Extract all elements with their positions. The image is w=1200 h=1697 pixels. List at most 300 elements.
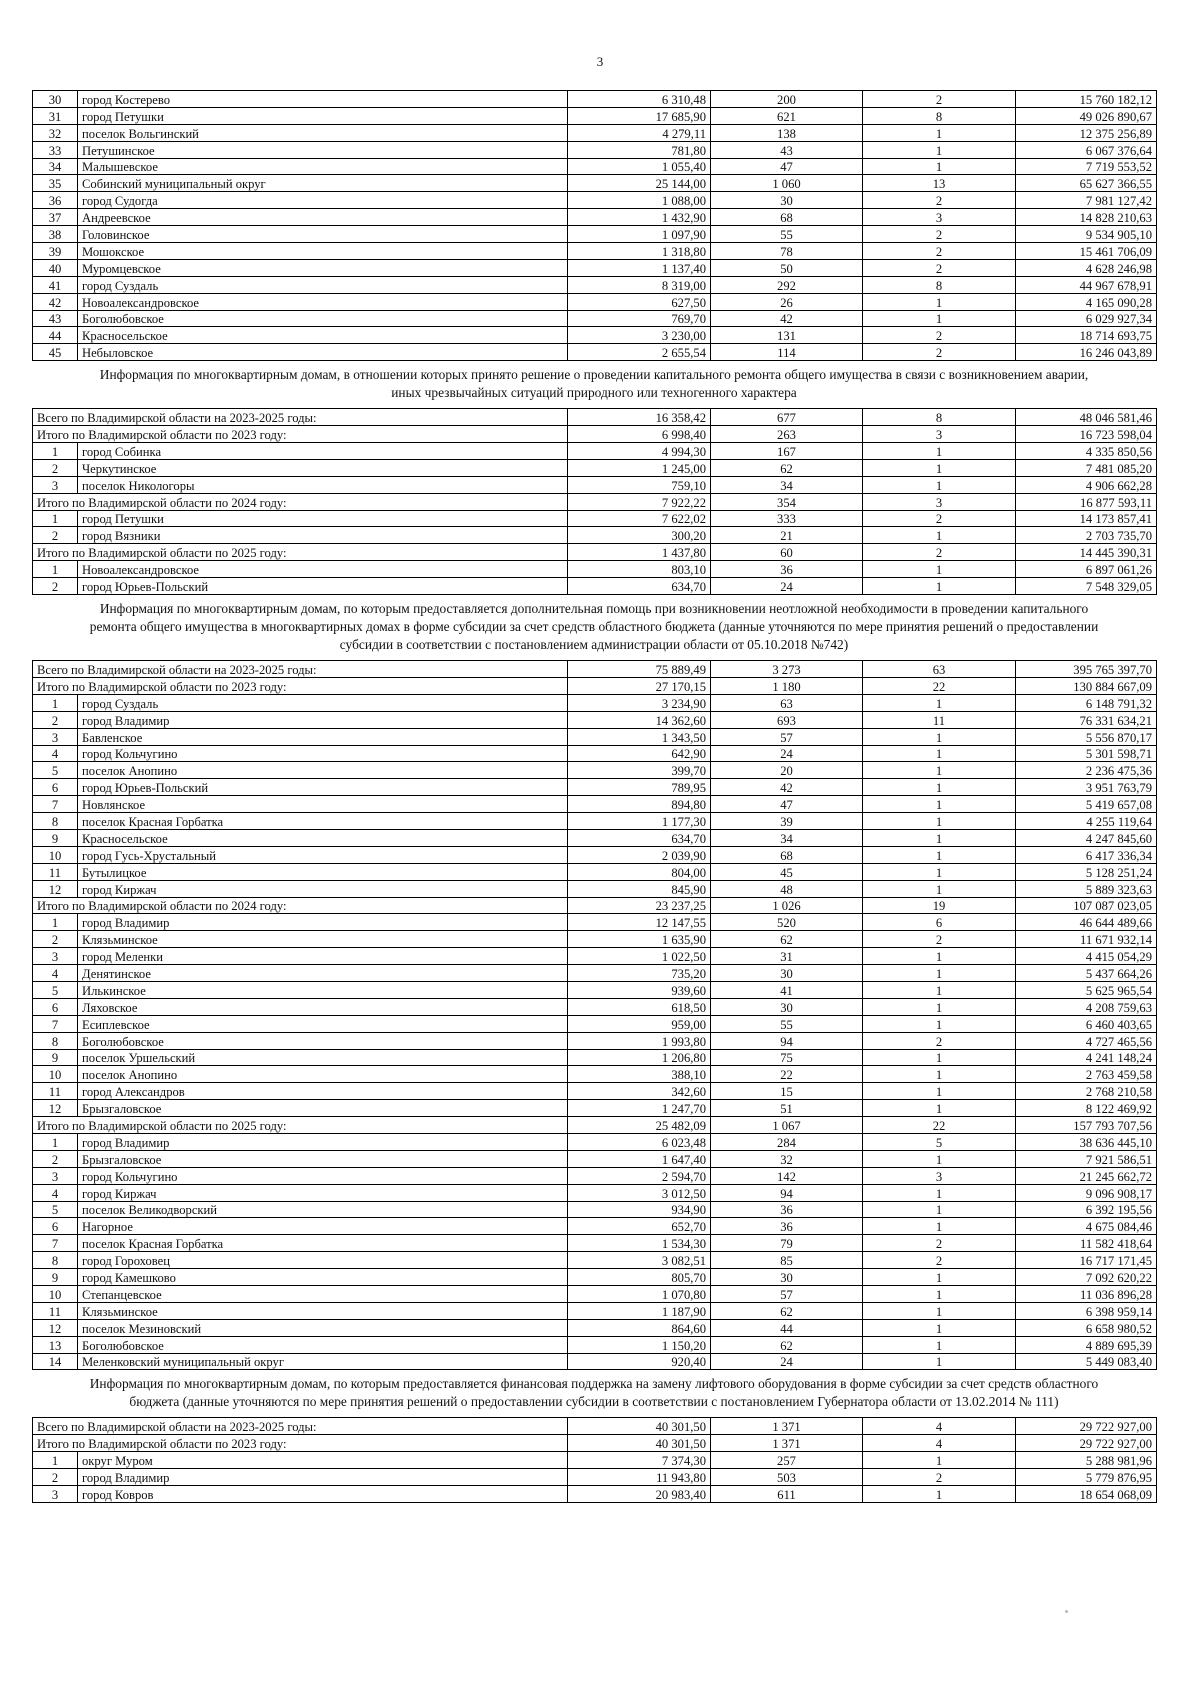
section-heading-line: ремонта общего имущества в многоквартирных домах в форме субсидии за счет средств областного бюджета (данные уточняются по мере принятия решений о предоставлении — [89, 619, 1099, 635]
table-row — [33, 209, 1157, 226]
residents-value: 32 — [711, 1150, 863, 1167]
residents-value: 47 — [711, 796, 863, 813]
houses-value: 1 — [863, 965, 1016, 982]
municipality-name: Клязьминское — [78, 1302, 568, 1319]
table-row — [33, 175, 1157, 192]
row-number: 2 — [33, 578, 78, 595]
municipality-name: город Юрьев-Польский — [78, 779, 568, 796]
table-row — [33, 561, 1157, 578]
section-heading — [32, 361, 1156, 408]
cost-value: 14 445 390,31 — [1016, 544, 1157, 561]
area-value: 1 647,40 — [568, 1150, 711, 1167]
row-number: 36 — [33, 192, 78, 209]
area-value: 1 055,40 — [568, 158, 711, 175]
row-number: 41 — [33, 276, 78, 293]
municipality-name: Собинский муниципальный округ — [78, 175, 568, 192]
houses-value: 2 — [863, 243, 1016, 260]
municipality-name: город Петушки — [78, 107, 568, 124]
houses-value: 1 — [863, 310, 1016, 327]
residents-value: 131 — [711, 327, 863, 344]
municipality-name: город Судогда — [78, 192, 568, 209]
table-row — [33, 694, 1157, 711]
houses-value: 1 — [863, 694, 1016, 711]
row-number: 3 — [33, 728, 78, 745]
houses-value: 2 — [863, 1235, 1016, 1252]
cost-value: 5 419 657,08 — [1016, 796, 1157, 813]
row-number: 8 — [33, 1252, 78, 1269]
municipality-name: город Кольчугино — [78, 1167, 568, 1184]
row-number: 9 — [33, 829, 78, 846]
area-value: 40 301,50 — [568, 1435, 711, 1452]
cost-value: 7 921 586,51 — [1016, 1150, 1157, 1167]
area-value: 803,10 — [568, 561, 711, 578]
cost-value: 4 628 246,98 — [1016, 259, 1157, 276]
area-value: 1 070,80 — [568, 1286, 711, 1303]
row-number: 37 — [33, 209, 78, 226]
cost-value: 3 951 763,79 — [1016, 779, 1157, 796]
municipality-name: округ Муром — [78, 1452, 568, 1469]
summary-label: Всего по Владимирской области на 2023-2025 годы: — [33, 409, 568, 426]
cost-value: 4 415 054,29 — [1016, 948, 1157, 965]
table-row — [33, 344, 1157, 361]
municipality-name: поселок Великодворский — [78, 1201, 568, 1218]
cost-value: 16 246 043,89 — [1016, 344, 1157, 361]
houses-value: 1 — [863, 1066, 1016, 1083]
area-value: 3 012,50 — [568, 1184, 711, 1201]
cost-value: 14 173 857,41 — [1016, 510, 1157, 527]
municipality-name: город Вязники — [78, 527, 568, 544]
row-number: 6 — [33, 998, 78, 1015]
table-row — [33, 192, 1157, 209]
residents-value: 1 371 — [711, 1418, 863, 1435]
table-row — [33, 476, 1157, 493]
cost-value: 4 335 850,56 — [1016, 443, 1157, 460]
residents-value: 30 — [711, 192, 863, 209]
houses-value: 1 — [863, 1286, 1016, 1303]
cost-value: 48 046 581,46 — [1016, 409, 1157, 426]
residents-value: 94 — [711, 1184, 863, 1201]
houses-value: 4 — [863, 1435, 1016, 1452]
residents-value: 42 — [711, 310, 863, 327]
residents-value: 55 — [711, 226, 863, 243]
residents-value: 22 — [711, 1066, 863, 1083]
houses-value: 2 — [863, 510, 1016, 527]
table-row — [33, 1319, 1157, 1336]
cost-value: 4 255 119,64 — [1016, 813, 1157, 830]
table-row — [33, 1286, 1157, 1303]
row-number: 9 — [33, 1269, 78, 1286]
houses-value: 1 — [863, 998, 1016, 1015]
cost-value: 38 636 445,10 — [1016, 1133, 1157, 1150]
table-row — [33, 276, 1157, 293]
table-row — [33, 141, 1157, 158]
section-heading-line: субсидии в соответствии с постановлением администрации области от 05.10.2018 №742) — [339, 637, 849, 653]
area-value: 618,50 — [568, 998, 711, 1015]
municipality-name: поселок Уршельский — [78, 1049, 568, 1066]
area-value: 652,70 — [568, 1218, 711, 1235]
row-number: 10 — [33, 846, 78, 863]
row-number: 11 — [33, 863, 78, 880]
residents-value: 24 — [711, 745, 863, 762]
section-heading-line: Информация по многоквартирным домам, по которым предоставляется дополнительная помощь при возникновении неотложной необходимости в проведении капитального — [99, 601, 1089, 617]
table-row — [33, 998, 1157, 1015]
houses-value: 4 — [863, 1418, 1016, 1435]
table-row — [33, 1269, 1157, 1286]
cost-value: 6 148 791,32 — [1016, 694, 1157, 711]
houses-value: 2 — [863, 91, 1016, 108]
row-number: 5 — [33, 1201, 78, 1218]
area-value: 805,70 — [568, 1269, 711, 1286]
row-number: 6 — [33, 779, 78, 796]
houses-value: 1 — [863, 527, 1016, 544]
cost-value: 7 719 553,52 — [1016, 158, 1157, 175]
row-number: 12 — [33, 1100, 78, 1117]
houses-value: 1 — [863, 293, 1016, 310]
residents-value: 75 — [711, 1049, 863, 1066]
row-number: 11 — [33, 1302, 78, 1319]
summary-row — [33, 544, 1157, 561]
houses-value: 22 — [863, 677, 1016, 694]
houses-value: 1 — [863, 443, 1016, 460]
houses-value: 6 — [863, 914, 1016, 931]
area-value: 300,20 — [568, 527, 711, 544]
summary-label: Всего по Владимирской области на 2023-2025 годы: — [33, 661, 568, 678]
area-value: 25 144,00 — [568, 175, 711, 192]
cost-value: 5 889 323,63 — [1016, 880, 1157, 897]
municipality-name: Меленковский муниципальный округ — [78, 1353, 568, 1370]
residents-value: 36 — [711, 1201, 863, 1218]
houses-value: 2 — [863, 544, 1016, 561]
section-heading-line: бюджета (данные уточняются по мере принятия решений о предоставлении субсидии в соответствии с постановлением Губернатора области от 13.02.2014 № 111) — [129, 1394, 1059, 1410]
residents-value: 62 — [711, 1336, 863, 1353]
cost-value: 157 793 707,56 — [1016, 1117, 1157, 1134]
cost-value: 5 437 664,26 — [1016, 965, 1157, 982]
residents-value: 200 — [711, 91, 863, 108]
data-table — [32, 660, 1157, 1370]
houses-value: 3 — [863, 209, 1016, 226]
houses-value: 3 — [863, 1167, 1016, 1184]
municipality-name: Новоалександровское — [78, 561, 568, 578]
residents-value: 94 — [711, 1032, 863, 1049]
row-number: 2 — [33, 1150, 78, 1167]
table-row — [33, 226, 1157, 243]
area-value: 7 622,02 — [568, 510, 711, 527]
cost-value: 4 241 148,24 — [1016, 1049, 1157, 1066]
cost-value: 16 717 171,45 — [1016, 1252, 1157, 1269]
area-value: 1 343,50 — [568, 728, 711, 745]
houses-value: 2 — [863, 931, 1016, 948]
cost-value: 5 128 251,24 — [1016, 863, 1157, 880]
cost-value: 49 026 890,67 — [1016, 107, 1157, 124]
municipality-name: поселок Красная Горбатка — [78, 1235, 568, 1252]
residents-value: 3 273 — [711, 661, 863, 678]
residents-value: 42 — [711, 779, 863, 796]
area-value: 40 301,50 — [568, 1418, 711, 1435]
row-number: 2 — [33, 1469, 78, 1486]
table-row — [33, 1486, 1157, 1503]
residents-value: 20 — [711, 762, 863, 779]
table-row — [33, 1133, 1157, 1150]
section-heading — [32, 595, 1156, 660]
area-value: 845,90 — [568, 880, 711, 897]
residents-value: 520 — [711, 914, 863, 931]
cost-value: 4 906 662,28 — [1016, 476, 1157, 493]
municipality-name: город Гороховец — [78, 1252, 568, 1269]
cost-value: 4 208 759,63 — [1016, 998, 1157, 1015]
residents-value: 167 — [711, 443, 863, 460]
area-value: 735,20 — [568, 965, 711, 982]
municipality-name: город Юрьев-Польский — [78, 578, 568, 595]
residents-value: 26 — [711, 293, 863, 310]
residents-value: 45 — [711, 863, 863, 880]
area-value: 1 993,80 — [568, 1032, 711, 1049]
houses-value: 2 — [863, 344, 1016, 361]
area-value: 642,90 — [568, 745, 711, 762]
houses-value: 1 — [863, 779, 1016, 796]
residents-value: 62 — [711, 1302, 863, 1319]
residents-value: 611 — [711, 1486, 863, 1503]
cost-value: 7 548 329,05 — [1016, 578, 1157, 595]
table-row — [33, 779, 1157, 796]
residents-value: 39 — [711, 813, 863, 830]
residents-value: 79 — [711, 1235, 863, 1252]
houses-value: 2 — [863, 259, 1016, 276]
area-value: 1 318,80 — [568, 243, 711, 260]
residents-value: 30 — [711, 998, 863, 1015]
municipality-name: Бутылицкое — [78, 863, 568, 880]
area-value: 1 534,30 — [568, 1235, 711, 1252]
table-row — [33, 1218, 1157, 1235]
municipality-name: поселок Анопино — [78, 762, 568, 779]
residents-value: 114 — [711, 344, 863, 361]
table-row — [33, 1336, 1157, 1353]
row-number: 43 — [33, 310, 78, 327]
section-heading-line: Информация по многоквартирным домам, по которым предоставляется финансовая поддержка на замену лифтового оборудования в форме субсидии за счет средств областного — [89, 1376, 1099, 1392]
area-value: 1 247,70 — [568, 1100, 711, 1117]
residents-value: 68 — [711, 209, 863, 226]
residents-value: 21 — [711, 527, 863, 544]
municipality-name: Малышевское — [78, 158, 568, 175]
page-number: 3 — [596, 54, 604, 69]
residents-value: 24 — [711, 578, 863, 595]
table-row — [33, 327, 1157, 344]
summary-label: Итого по Владимирской области по 2023 году: — [33, 677, 568, 694]
houses-value: 1 — [863, 796, 1016, 813]
row-number: 12 — [33, 1319, 78, 1336]
area-value: 27 170,15 — [568, 677, 711, 694]
cost-value: 395 765 397,70 — [1016, 661, 1157, 678]
area-value: 2 594,70 — [568, 1167, 711, 1184]
cost-value: 44 967 678,91 — [1016, 276, 1157, 293]
table-row — [33, 981, 1157, 998]
row-number: 39 — [33, 243, 78, 260]
area-value: 1 137,40 — [568, 259, 711, 276]
residents-value: 354 — [711, 493, 863, 510]
cost-value: 6 067 376,64 — [1016, 141, 1157, 158]
residents-value: 57 — [711, 1286, 863, 1303]
municipality-name: город Гусь-Хрустальный — [78, 846, 568, 863]
residents-value: 62 — [711, 459, 863, 476]
municipality-name: Нагорное — [78, 1218, 568, 1235]
summary-row — [33, 493, 1157, 510]
area-value: 14 362,60 — [568, 711, 711, 728]
cost-value: 9 534 905,10 — [1016, 226, 1157, 243]
municipality-name: город Меленки — [78, 948, 568, 965]
area-value: 2 039,90 — [568, 846, 711, 863]
municipality-name: город Суздаль — [78, 694, 568, 711]
scan-dot — [1065, 1610, 1068, 1613]
area-value: 12 147,55 — [568, 914, 711, 931]
houses-value: 63 — [863, 661, 1016, 678]
row-number: 44 — [33, 327, 78, 344]
area-value: 1 187,90 — [568, 1302, 711, 1319]
row-number: 11 — [33, 1083, 78, 1100]
municipality-name: Красносельское — [78, 829, 568, 846]
cost-value: 7 092 620,22 — [1016, 1269, 1157, 1286]
cost-value: 4 727 465,56 — [1016, 1032, 1157, 1049]
cost-value: 16 877 593,11 — [1016, 493, 1157, 510]
residents-value: 1 060 — [711, 175, 863, 192]
cost-value: 8 122 469,92 — [1016, 1100, 1157, 1117]
area-value: 20 983,40 — [568, 1486, 711, 1503]
area-value: 7 922,22 — [568, 493, 711, 510]
municipality-name: город Камешково — [78, 1269, 568, 1286]
cost-value: 6 417 336,34 — [1016, 846, 1157, 863]
section-heading — [32, 1370, 1156, 1417]
table-row — [33, 1167, 1157, 1184]
municipality-name: город Владимир — [78, 1469, 568, 1486]
cost-value: 7 481 085,20 — [1016, 459, 1157, 476]
area-value: 16 358,42 — [568, 409, 711, 426]
residents-value: 292 — [711, 276, 863, 293]
residents-value: 50 — [711, 259, 863, 276]
municipality-name: Есиплевское — [78, 1015, 568, 1032]
municipality-name: Петушинское — [78, 141, 568, 158]
cost-value: 6 658 980,52 — [1016, 1319, 1157, 1336]
residents-value: 78 — [711, 243, 863, 260]
municipality-name: Красносельское — [78, 327, 568, 344]
row-number: 4 — [33, 965, 78, 982]
table-row — [33, 510, 1157, 527]
municipality-name: город Суздаль — [78, 276, 568, 293]
municipality-name: Муромцевское — [78, 259, 568, 276]
municipality-name: город Владимир — [78, 1133, 568, 1150]
residents-value: 503 — [711, 1469, 863, 1486]
cost-value: 5 556 870,17 — [1016, 728, 1157, 745]
area-value: 8 319,00 — [568, 276, 711, 293]
municipality-name: город Ковров — [78, 1486, 568, 1503]
municipality-name: Брызгаловское — [78, 1150, 568, 1167]
cost-value: 2 768 210,58 — [1016, 1083, 1157, 1100]
row-number: 32 — [33, 124, 78, 141]
table-row — [33, 243, 1157, 260]
area-value: 939,60 — [568, 981, 711, 998]
table-row — [33, 91, 1157, 108]
row-number: 10 — [33, 1286, 78, 1303]
houses-value: 1 — [863, 1452, 1016, 1469]
area-value: 934,90 — [568, 1201, 711, 1218]
summary-row — [33, 1435, 1157, 1452]
row-number: 14 — [33, 1353, 78, 1370]
table-row — [33, 1302, 1157, 1319]
municipality-name: город Александров — [78, 1083, 568, 1100]
data-table — [32, 1417, 1157, 1502]
table-row — [33, 931, 1157, 948]
row-number: 6 — [33, 1218, 78, 1235]
residents-value: 41 — [711, 981, 863, 998]
row-number: 7 — [33, 1235, 78, 1252]
houses-value: 1 — [863, 561, 1016, 578]
houses-value: 1 — [863, 124, 1016, 141]
municipality-name: Денятинское — [78, 965, 568, 982]
residents-value: 60 — [711, 544, 863, 561]
table-row — [33, 1235, 1157, 1252]
municipality-name: Клязьминское — [78, 931, 568, 948]
table-row — [33, 796, 1157, 813]
cost-value: 15 461 706,09 — [1016, 243, 1157, 260]
cost-value: 14 828 210,63 — [1016, 209, 1157, 226]
municipality-name: город Киржач — [78, 1184, 568, 1201]
table-row — [33, 1184, 1157, 1201]
row-number: 8 — [33, 1032, 78, 1049]
cost-value: 9 096 908,17 — [1016, 1184, 1157, 1201]
cost-value: 11 036 896,28 — [1016, 1286, 1157, 1303]
area-value: 75 889,49 — [568, 661, 711, 678]
area-value: 959,00 — [568, 1015, 711, 1032]
cost-value: 5 779 876,95 — [1016, 1469, 1157, 1486]
table-row — [33, 762, 1157, 779]
area-value: 4 994,30 — [568, 443, 711, 460]
municipality-name: Небыловское — [78, 344, 568, 361]
area-value: 399,70 — [568, 762, 711, 779]
houses-value: 2 — [863, 192, 1016, 209]
table-row — [33, 1201, 1157, 1218]
municipality-name: Брызгаловское — [78, 1100, 568, 1117]
houses-value: 1 — [863, 846, 1016, 863]
houses-value: 1 — [863, 762, 1016, 779]
houses-value: 1 — [863, 459, 1016, 476]
cost-value: 2 236 475,36 — [1016, 762, 1157, 779]
summary-label: Итого по Владимирской области по 2024 году: — [33, 493, 568, 510]
houses-value: 1 — [863, 1083, 1016, 1100]
cost-value: 65 627 366,55 — [1016, 175, 1157, 192]
table-row — [33, 1083, 1157, 1100]
municipality-name: Илькинское — [78, 981, 568, 998]
row-number: 31 — [33, 107, 78, 124]
municipality-name: Черкутинское — [78, 459, 568, 476]
area-value: 6 998,40 — [568, 426, 711, 443]
residents-value: 31 — [711, 948, 863, 965]
municipality-name: Мошокское — [78, 243, 568, 260]
summary-row — [33, 897, 1157, 914]
area-value: 6 023,48 — [568, 1133, 711, 1150]
table-row — [33, 124, 1157, 141]
cost-value: 107 087 023,05 — [1016, 897, 1157, 914]
residents-value: 68 — [711, 846, 863, 863]
cost-value: 6 392 195,56 — [1016, 1201, 1157, 1218]
table-row — [33, 1452, 1157, 1469]
area-value: 7 374,30 — [568, 1452, 711, 1469]
area-value: 3 230,00 — [568, 327, 711, 344]
area-value: 1 097,90 — [568, 226, 711, 243]
municipality-name: поселок Красная Горбатка — [78, 813, 568, 830]
row-number: 2 — [33, 459, 78, 476]
cost-value: 76 331 634,21 — [1016, 711, 1157, 728]
cost-value: 29 722 927,00 — [1016, 1418, 1157, 1435]
area-value: 25 482,09 — [568, 1117, 711, 1134]
summary-label: Итого по Владимирской области по 2025 году: — [33, 1117, 568, 1134]
area-value: 1 177,30 — [568, 813, 711, 830]
